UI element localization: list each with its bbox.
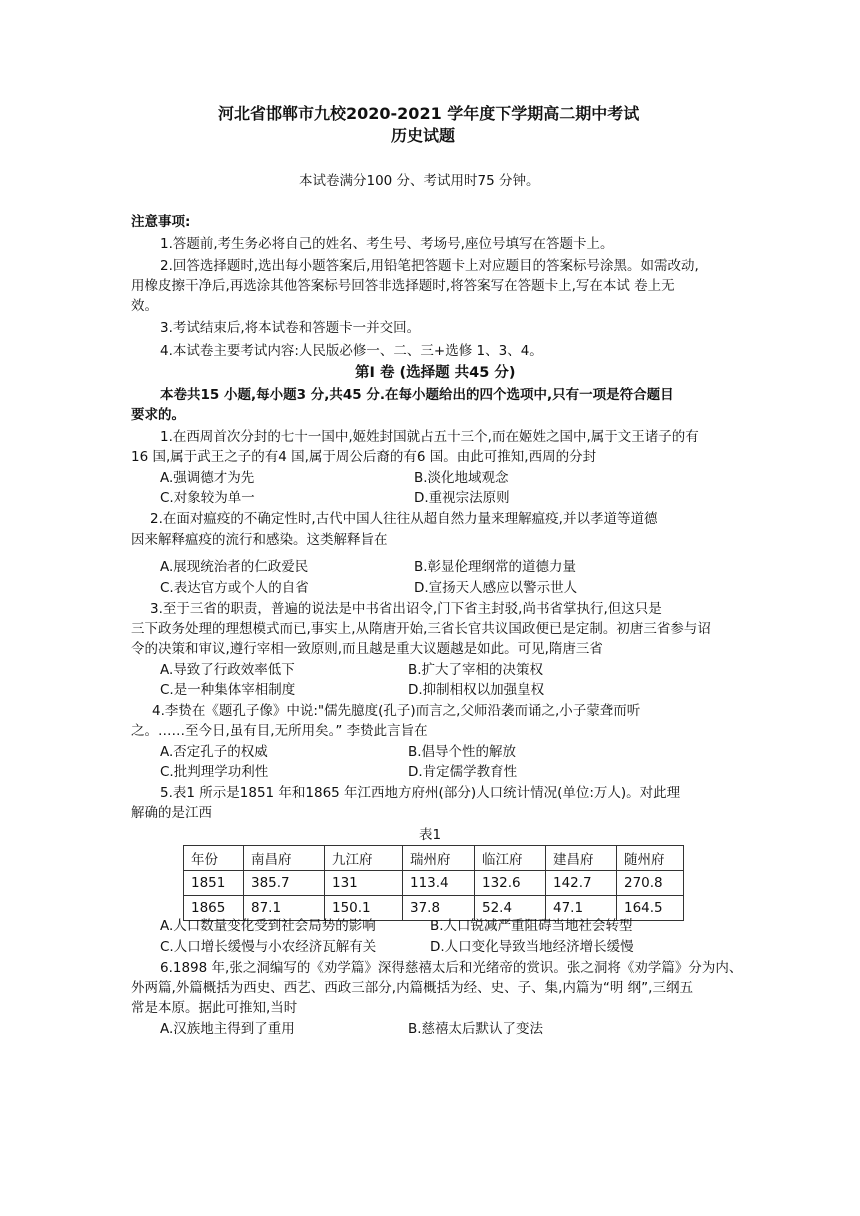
table-header-cell: 九江府 xyxy=(325,846,403,871)
note-item-2-line-2: 用橡皮擦干净后,再选涂其他答案标号回答非选择题时,将答案写在答题卡上,写在本试 卷上无 xyxy=(131,278,675,294)
question-2-line-2: 因来解释瘟疫的流行和感染。这类解释旨在 xyxy=(131,532,388,548)
question-2-option-a: A.展现统治者的仁政爱民 xyxy=(160,559,309,575)
question-3-line-2: 三下政务处理的理想模式而已,事实上,从隋唐开始,三省长官共议国政便已是定制。初唐三省参与诏 xyxy=(131,621,711,637)
question-3-option-b: B.扩大了宰相的决策权 xyxy=(408,662,544,678)
note-item-3: 3.考试结束后,将本试卷和答题卡一并交回。 xyxy=(160,320,421,336)
notes-heading: 注意事项: xyxy=(131,214,191,230)
question-4-option-c: C.批判理学功利性 xyxy=(160,764,269,780)
question-2-option-d: D.宣扬天人感应以警示世人 xyxy=(414,580,578,596)
question-6-line-3: 常是本原。据此可推知,当时 xyxy=(131,1000,298,1016)
table-cell: 270.8 xyxy=(617,871,684,896)
table-header-cell: 建昌府 xyxy=(546,846,617,871)
population-table xyxy=(183,845,684,921)
section-intro-line-1: 本卷共15 小题,每小题3 分,共45 分.在每小题给出的四个选项中,只有一项是符合题目 xyxy=(160,387,674,403)
table-cell: 131 xyxy=(325,871,403,896)
table-header-row xyxy=(184,846,684,871)
note-item-4: 4.本试卷主要考试内容:人民版必修一、二、三+选修 1、3、4。 xyxy=(160,343,543,359)
table-header-cell: 瑞州府 xyxy=(403,846,475,871)
table-cell: 37.8 xyxy=(403,896,475,921)
note-item-2-line-1: 2.回答选择题时,选出每小题答案后,用铅笔把答题卡上对应题目的答案标号涂黑。如需改动, xyxy=(160,258,699,274)
question-5-option-b: B.人口锐减严重阻碍当地社会转型 xyxy=(430,918,633,934)
table-cell: 1865 xyxy=(184,896,244,921)
question-5-line-2: 解确的是江西 xyxy=(131,805,212,821)
question-1-line-2: 16 国,属于武王之子的有4 国,属于周公后裔的有6 国。由此可推知,西周的分封 xyxy=(131,449,597,465)
question-6-line-2: 外两篇,外篇概括为西史、西艺、西政三部分,内篇概括为经、史、子、集,内篇为“明 纲”,三纲五 xyxy=(131,980,693,996)
table-header-cell: 随州府 xyxy=(617,846,684,871)
question-1-option-b: B.淡化地域观念 xyxy=(414,470,509,486)
question-6-option-b: B.慈禧太后默认了变法 xyxy=(408,1021,544,1037)
question-6-option-a: A.汉族地主得到了重用 xyxy=(160,1021,295,1037)
note-item-2-line-3: 效。 xyxy=(131,298,158,314)
question-3-line-3: 令的决策和审议,遵行宰相一致原则,而且越是重大议题越是如此。可见,隋唐三省 xyxy=(131,641,603,657)
question-4-option-a: A.否定孔子的权威 xyxy=(160,744,268,760)
table-row xyxy=(184,871,684,896)
table-cell: 52.4 xyxy=(475,896,546,921)
section-intro-line-2: 要求的。 xyxy=(131,407,185,423)
exam-subject-title: 历史试题 xyxy=(391,126,456,145)
table-caption: 表1 xyxy=(419,827,442,843)
table-header-cell: 年份 xyxy=(184,846,244,871)
question-4-line-1: 4.李贽在《题孔子像》中说:"儒先臆度(孔子)而言之,父师沿袭而诵之,小子蒙聋而听 xyxy=(152,703,641,719)
question-6-line-1: 6.1898 年,张之洞编写的《劝学篇》深得慈禧太后和光绪帝的赏识。张之洞将《劝学篇》分为内、 xyxy=(160,960,743,976)
exam-title: 河北省邯郸市九校2020-2021 学年度下学期高二期中考试 xyxy=(218,104,640,123)
question-1-option-a: A.强调德才为先 xyxy=(160,470,255,486)
table-header-cell: 南昌府 xyxy=(244,846,325,871)
question-3-line-1: 3.至于三省的职责，普遍的说法是中书省出诏令,门下省主封驳,尚书省掌执行,但这只是 xyxy=(150,601,662,617)
question-1-option-d: D.重视宗法原则 xyxy=(414,490,510,506)
section-heading: 第I 卷 (选择题 共45 分) xyxy=(355,365,516,381)
exam-info: 本试卷满分100 分、考试用时75 分钟。 xyxy=(299,173,540,189)
question-5-option-d: D.人口变化导致当地经济增长缓慢 xyxy=(430,939,634,955)
question-2-line-1: 2.在面对瘟疫的不确定性时,古代中国人往往从超自然力量来理解瘟疫,并以孝道等道德 xyxy=(150,511,658,527)
question-5-option-c: C.人口增长缓慢与小农经济瓦解有关 xyxy=(160,939,377,955)
table-cell: 113.4 xyxy=(403,871,475,896)
question-1-option-c: C.对象较为单一 xyxy=(160,490,255,506)
question-1-line-1: 1.在西周首次分封的七十一国中,姬姓封国就占五十三个,而在姬姓之国中,属于文王诸子的有 xyxy=(160,429,699,445)
question-3-option-a: A.导致了行政效率低下 xyxy=(160,662,295,678)
note-item-1: 1.答题前,考生务必将自己的姓名、考生号、考场号,座位号填写在答题卡上。 xyxy=(160,236,614,252)
question-3-option-c: C.是一种集体宰相制度 xyxy=(160,682,296,698)
question-4-line-2: 之。……至今日,虽有目,无所用矣。” 李贽此言旨在 xyxy=(131,723,428,739)
question-5-line-1: 5.表1 所示是1851 年和1865 年江西地方府州(部分)人口统计情况(单位:万人)。对此理 xyxy=(160,785,681,801)
table-cell: 142.7 xyxy=(546,871,617,896)
table-cell: 164.5 xyxy=(617,896,684,921)
table-cell: 132.6 xyxy=(475,871,546,896)
table-cell: 1851 xyxy=(184,871,244,896)
table-cell: 47.1 xyxy=(546,896,617,921)
question-5-option-a: A.人口数量变化受到社会局势的影响 xyxy=(160,918,376,934)
question-4-option-b: B.倡导个性的解放 xyxy=(408,744,517,760)
question-4-option-d: D.肯定儒学教育性 xyxy=(408,764,518,780)
question-2-option-b: B.彰显伦理纲常的道德力量 xyxy=(414,559,577,575)
question-2-option-c: C.表达官方或个人的自省 xyxy=(160,580,309,596)
table-header-cell: 临江府 xyxy=(475,846,546,871)
table-cell: 385.7 xyxy=(244,871,325,896)
question-3-option-d: D.抑制相权以加强皇权 xyxy=(408,682,545,698)
table-cell: 87.1 xyxy=(244,896,325,921)
table-cell: 150.1 xyxy=(325,896,403,921)
